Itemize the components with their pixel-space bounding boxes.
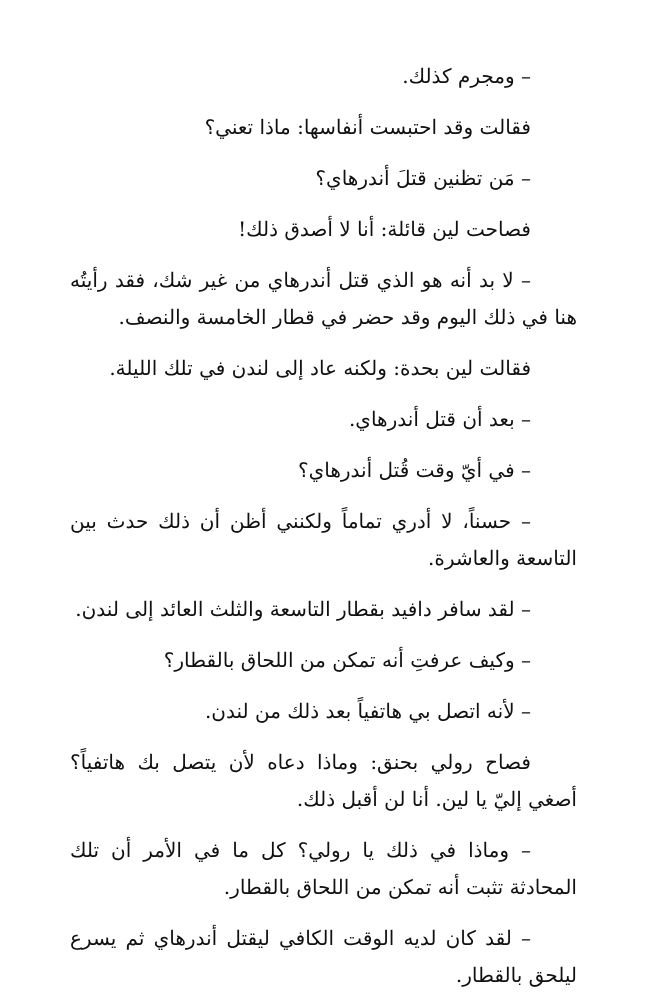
paragraph-5: – لا بد أنه هو الذي قتل أندرهاي من غير شك، فقد رأيتُه هنا في ذلك اليوم وقد حضر في قطار الخامسة والنصف.	[70, 268, 577, 329]
paragraph-13: فصاح رولي بحنق: وماذا دعاه لأن يتصل بك هاتفياً؟ أصغي إليّ يا لين. أنا لن أقبل ذلك.	[70, 750, 577, 811]
paragraph-11: – وكيف عرفتِ أنه تمكن من اللحاق بالقطار؟	[163, 648, 531, 672]
paragraph-14: – وماذا في ذلك يا رولي؟ كل ما في الأمر أن تلك المحادثة تثبت أنه تمكن من اللحاق بالقطار.	[70, 838, 577, 899]
paragraph-6: فقالت لين بحدة: ولكنه عاد إلى لندن في تلك الليلة.	[109, 356, 531, 380]
paragraph-2: فقالت وقد احتبست أنفاسها: ماذا تعني؟	[204, 115, 531, 139]
paragraph-9: – حسناً، لا أدري تماماً ولكنني أظن أن ذلك حدث بين التاسعة والعاشرة.	[70, 509, 577, 570]
paragraph-1: – ومجرم كذلك.	[402, 64, 531, 88]
paragraph-15: – لقد كان لديه الوقت الكافي ليقتل أندرهاي ثم يسرع ليلحق بالقطار.	[70, 926, 577, 987]
paragraph-12: – لأنه اتصل بي هاتفياً بعد ذلك من لندن.	[204, 699, 531, 723]
paragraph-8: – في أيّ وقت قُتل أندرهاي؟	[297, 458, 531, 482]
paragraph-4: فصاحت لين قائلة: أنا لا أصدق ذلك!	[238, 217, 531, 241]
paragraph-10: – لقد سافر دافيد بقطار التاسعة والثلث العائد إلى لندن.	[75, 597, 531, 621]
paragraph-3: – مَن تظنين قتلَ أندرهاي؟	[315, 166, 531, 190]
paragraph-7: – بعد أن قتل أندرهاي.	[348, 407, 531, 431]
